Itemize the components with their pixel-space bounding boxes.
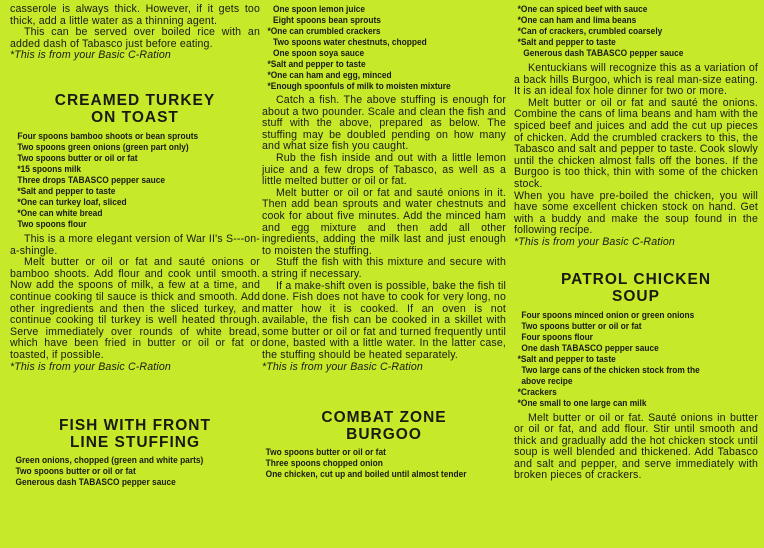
source-note: *This is from your Basic C-Ration [514, 235, 675, 248]
ingredient-item: One chicken, cut up and boiled until almost tender [265, 469, 467, 480]
ingredient-item: Eight spoons bean sprouts [273, 15, 381, 25]
recipe-title: SOUP [612, 287, 660, 305]
column-right [514, 4, 758, 482]
ingredient-item: above recipe [521, 375, 573, 386]
ingredient-list [10, 455, 260, 488]
ingredient-item: *One can ham and egg, minced [267, 70, 392, 80]
ingredient-list [514, 310, 758, 409]
recipe-title: COMBAT ZONE [321, 409, 447, 427]
intro-paragraph: casserole is always thick. However, if it gets too thick, add a little water as a thinning agent. [10, 3, 260, 27]
recipe-title: FISH WITH FRONT [59, 417, 211, 435]
recipe-title: BURGOO [346, 426, 422, 444]
source-note: *This is from your Basic C-Ration [10, 360, 171, 373]
method-paragraph: Melt butter or oil or fat. Sauté onions in butter or oil or fat, and add flour. Stir until smooth and thick and gradually add the hot chicken stock until soup is well blended and thickened. Add Tabasco and salt and pepper, and serve immediately with broken pieces of crackers. [514, 411, 758, 482]
ingredient-item: Three spoons chopped onion [265, 458, 383, 469]
ingredient-item: Two spoons butter or oil or fat [265, 447, 386, 458]
ingredient-item: *One can spiced beef with sauce [517, 4, 648, 14]
method-paragraph: When you have pre-boiled the chicken, you will have some excellent chicken stock on hand. Get with a buddy and make the soup found in the following recipe. [514, 189, 758, 237]
ingredient-item: *One small to one large can milk [517, 397, 647, 408]
ingredient-item: Four spoons minced onion or green onions [521, 309, 695, 320]
ingredient-item: Two spoons butter or oil or fat [521, 320, 642, 331]
intro-paragraph: This can be served over boiled rice with an added dash of Tabasco just before eating. [10, 26, 260, 50]
method-paragraph: Kentuckians will recognize this as a variation of a back hills Burgoo, which is real man-size eating. It is an ideal fox hole dinner for two or more. [514, 62, 758, 98]
column-middle [262, 4, 506, 480]
source-note: *This is from your Basic C-Ration [262, 360, 423, 373]
ingredient-item: Four spoons bamboo shoots or bean sprouts [17, 130, 199, 141]
ingredient-list [262, 447, 506, 480]
recipe-title: CREAMED TURKEY [54, 91, 216, 109]
ingredient-item: One dash TABASCO pepper sauce [521, 342, 659, 353]
ingredient-item: *One can white bread [17, 207, 103, 218]
ingredient-list [10, 131, 260, 230]
ingredient-item: Generous dash TABASCO pepper sauce [523, 48, 684, 58]
ingredient-item: *Can of crackers, crumbled coarsely [517, 26, 663, 36]
source-note: *This is from your Basic C-Ration [10, 49, 171, 62]
recipe-title: PATROL CHICKEN [560, 270, 712, 288]
recipe-title: ON TOAST [91, 108, 179, 126]
ingredient-item: One spoon soya sauce [273, 48, 365, 58]
ingredient-item: Two spoons butter or oil or fat [17, 152, 138, 163]
ingredient-item: *15 spoons milk [17, 163, 82, 174]
ingredient-item: Three drops TABASCO pepper sauce [17, 174, 166, 185]
ingredient-item: *Salt and pepper to taste [267, 59, 366, 69]
ingredient-item: *One can ham and lima beans [517, 15, 637, 25]
column-left [10, 4, 260, 488]
ingredient-item: Two large cans of the chicken stock from the [521, 364, 700, 375]
ingredient-item: Green onions, chopped (green and white parts) [15, 455, 204, 466]
ingredient-item: *Salt and pepper to taste [517, 353, 616, 364]
ingredient-item: Generous dash TABASCO pepper sauce [15, 477, 176, 488]
method-paragraph: Melt butter or oil or fat and sauté onions or bamboo shoots. Add flour and cook until smooth. Now add the spoons of milk, a few at a time, and continue cooking til sauce is thick and smooth. Add other ingredients and then the sliced turkey, and continue cooking til turkey is well heated through. Serve immediately over rounds of white bread, which have been fried in butter or oil or fat or toasted, if possible. [10, 256, 260, 361]
method-paragraph: Rub the fish inside and out with a little lemon juice and a few drops of Tabasco, as well as a little melted butter or oil or fat. [262, 151, 506, 188]
method-paragraph: Melt butter or oil or fat and sauté onions in it. Then add bean sprouts and water chestnuts and cook for about five minutes. Add the minced ham and egg mixture and then add all other ingredients, adding the milk last and just enough to moisten the stuffing. [262, 186, 506, 257]
ingredient-item: *Salt and pepper to taste [17, 185, 116, 196]
ingredient-item: Two spoons green onions (green part only) [17, 141, 189, 152]
method-paragraph: Stuff the fish with this mixture and secure with a string if necessary. [262, 256, 506, 280]
method-paragraph: If a make-shift oven is possible, bake the fish til done. Fish does not have to cook for very long, no matter how it is cooked. If an oven is not available, the fish can be cooked in a skillet with some butter or oil or fat and turned frequently until done, basted with a little water. In the latter case, the stuffing should be heated separately. [262, 279, 506, 362]
ingredient-item: Two spoons water chestnuts, chopped [273, 37, 427, 47]
ingredient-item: *Crackers [517, 386, 557, 397]
ingredient-list [262, 4, 506, 92]
ingredient-item: Two spoons flour [17, 218, 87, 229]
ingredient-item: *Enough spoonfuls of milk to moisten mixture [267, 81, 451, 91]
method-paragraph: Melt butter or oil or fat and sauté the onions. Combine the cans of lima beans and ham with the spiced beef and juices and add the cut up pieces of chicken. Add the crumbled crackers to this, the Tabasco and salt and pepper to taste. Cook slowly until the chicken almost falls off the bones. If the Burgoo is too thick, thin with some of the chicken stock. [514, 96, 758, 190]
method-paragraph: This is a more elegant version of War II's S---on-a-shingle. [10, 232, 260, 257]
recipe-title: LINE STUFFING [69, 434, 201, 452]
ingredient-item: One spoon lemon juice [273, 4, 366, 14]
ingredient-item: *One can crumbled crackers [267, 26, 381, 36]
ingredient-item: Two spoons butter or oil or fat [15, 466, 136, 477]
method-paragraph: Catch a fish. The above stuffing is enough for about a two pounder. Scale and clean the fish and stuff with the above, prepared as below. The stuffing may be doubled pending on how many and what size fish you caught. [262, 94, 506, 153]
ingredient-list [514, 4, 758, 59]
ingredient-item: *Salt and pepper to taste [517, 37, 616, 47]
ingredient-item: *One can turkey loaf, sliced [17, 196, 127, 207]
ingredient-item: Four spoons flour [521, 331, 593, 342]
